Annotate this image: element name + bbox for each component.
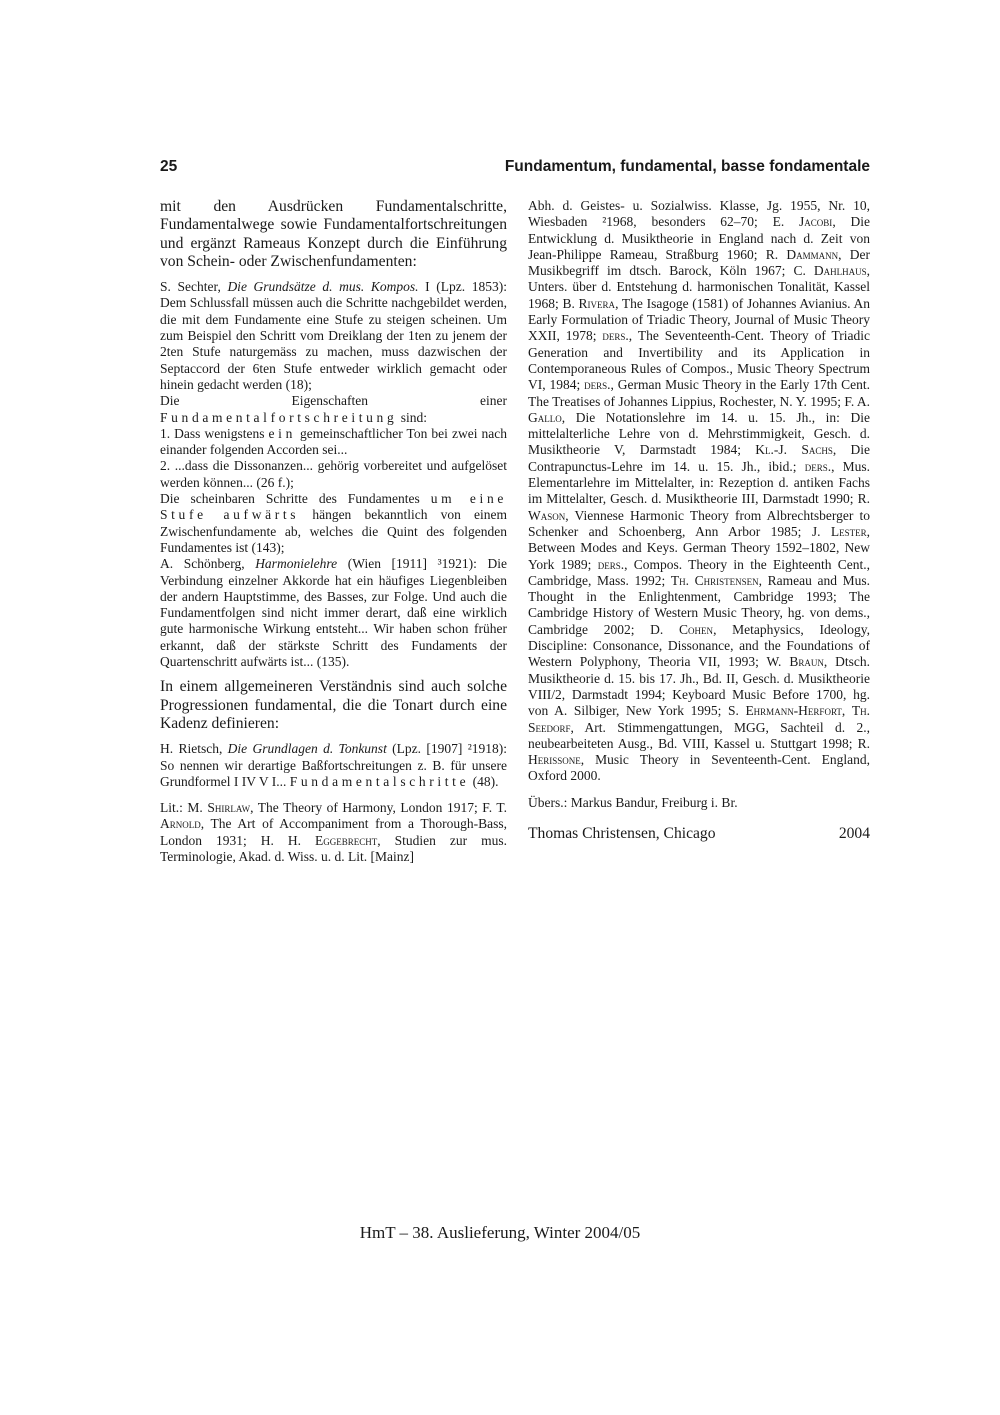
bib-author: Rivera bbox=[578, 295, 616, 311]
literature-section bbox=[160, 800, 507, 865]
bib-author: Dahlhaus bbox=[813, 263, 867, 279]
spaced-term: ein bbox=[268, 425, 296, 441]
bib-text: , Die Entwicklung d. Musiktheorie in England nach d. Zeit von Jean-Philippe Rameau, Straßburg 1960; R. bbox=[528, 214, 870, 262]
spaced-term: Fundamentalfortschreitung bbox=[160, 409, 398, 425]
lit-author: Arnold bbox=[160, 816, 201, 832]
citation-title: Harmonielehre bbox=[255, 556, 338, 572]
citation-title: Die Grundlagen d. Tonkunst bbox=[227, 741, 387, 757]
spaced-term: Fundamentalschritte bbox=[289, 773, 470, 789]
quotation-text: (Lpz. [1907] ²1918): So nennen wir derartige Baßfortschreitungen z. B. für unsere Grundformel I IV V I... bbox=[160, 741, 507, 789]
lit-text: , The Art of Accompaniment from a Thorough-Bass, London 1931; H. H. bbox=[160, 816, 507, 848]
lit-author: Shirlaw bbox=[207, 800, 251, 816]
page-number: 25 bbox=[160, 158, 178, 175]
quotation-text: I (Lpz. 1853): Dem Schlussfall müssen auch die Schritte nachgebildet werden, die mit dem Fundamente eine Stufe zu steigen scheinen. Um zum Beispiel den Schritt vom Dreiklang der 1ten zu jenem der 2ten Stufe naturgemäss zu machen, muss dazwischen der Septaccord der 6ten Stufe entweder wirklich gemacht oder hinein gedacht werden (18); bbox=[160, 279, 507, 392]
quotation-text: Die Eigenschaften einer bbox=[160, 393, 507, 409]
bib-text: , German Music Theory in the Early 17th Cent. The Treatises of Johannes Lippius, Rochester, N. Y. 1995; F. A. bbox=[528, 377, 871, 409]
quotation-text: hängen bekanntlich von einem Zwischenfundamente ab, welches die Quint des folgenden Fundamentes ist (143); bbox=[160, 507, 507, 555]
intro-paragraph: mit den Ausdrücken Fundamentalschritte, Fundamentalwege sowie Fundamentalfortschreitungen und ergänzt Rameaus Konzept durch die Einführung von Schein- oder Zwischenfundamenten: bbox=[160, 198, 507, 270]
sechter-quotation bbox=[160, 279, 507, 670]
bib-text: , Rameau and Mus. Thought in the Enlightenment, Cambridge 1993; The Cambridge History of Western Music Theory, hg. von dems., Cambridge 2002; D. bbox=[528, 572, 870, 637]
bib-author: Ehrmann-Herfort bbox=[745, 703, 842, 719]
lit-text: Lit.: M. bbox=[160, 800, 208, 816]
quotation-text: 2. ...dass die Dissonanzen... gehörig vorbereitet und aufgelöset werden können... (26 f.); bbox=[160, 458, 507, 490]
quotation-text: gemeinschaftlicher Ton bei zwei nach einander folgenden Accorden sei... bbox=[160, 425, 507, 458]
body-paragraph: In einem allgemeineren Verständnis sind auch solche Progressionen fundamental, die die Tonart durch eine Kadenz definieren: bbox=[160, 678, 507, 732]
footer: HmT – 38. Auslieferung, Winter 2004/05 bbox=[359, 1223, 641, 1242]
bib-author: Gallo bbox=[528, 409, 562, 425]
signature-author: Thomas Christensen, Chicago bbox=[528, 824, 716, 842]
running-title: Fundamentum, fundamental, basse fondamentale bbox=[504, 158, 870, 175]
bib-text: , The Isagoge (1581) of Johannes Avianius. An Early Formulation of Triadic Theory, Journal of Music Theory XXII, 1978; bbox=[528, 295, 870, 344]
citation-author: S. Sechter, bbox=[160, 279, 228, 295]
signature-year: 2004 bbox=[838, 824, 870, 842]
bib-text: , Dtsch. Musiktheorie d. 15. bis 17. Jh., Bd. II, Gesch. d. Musiktheorie VIII/2, Darmstadt 1994; Keyboard Music Before 1700, hg. von A. Silbiger, New York 1995; S. bbox=[528, 654, 870, 719]
lit-text: , The Theory of Harmony, London 1917; F. T. bbox=[250, 800, 507, 816]
translator-credit: Übers.: Markus Bandur, Freiburg i. Br. bbox=[528, 794, 738, 810]
quotation-text: sind: bbox=[397, 409, 427, 425]
bib-author: Dammann bbox=[786, 246, 839, 262]
bib-text: , bbox=[841, 703, 852, 719]
bib-author: Herissone bbox=[528, 752, 581, 768]
bibliography bbox=[528, 198, 870, 785]
bib-text: , The Seventeenth-Cent. Theory of Triadic Generation and Invertibility and its Application in Contemporaneous Rules of Compos., Music Theory Spectrum VI, 1984; bbox=[528, 328, 870, 393]
lit-author: Eggebrecht bbox=[315, 832, 378, 848]
bib-text: , Viennese Harmonic Theory from Albrechtsberger to Schenker and Schoenberg, Ann Arbor 1985; J. bbox=[528, 507, 870, 539]
bib-text: , Metaphysics, Ideology, Discipline: Consonance, Dissonance, and the Foundations of Western Polyphony, Theoria VII, 1993; W. bbox=[528, 621, 870, 670]
bib-author: ders. bbox=[597, 556, 625, 572]
bib-text: , Unters. über d. Entstehung d. harmonischen Tonalität, Kassel 1968; B. bbox=[528, 263, 870, 311]
left-column bbox=[160, 198, 507, 865]
quotation-text: Die scheinbaren Schritte des Fundamentes bbox=[160, 491, 431, 507]
lit-text: , Studien zur mus. Terminologie, Akad. d. Wiss. u. d. Lit. [Mainz] bbox=[160, 832, 507, 864]
spaced-term: um eine Stufe aufwärts bbox=[160, 491, 507, 523]
bib-author: Cohen bbox=[679, 621, 714, 637]
bib-text: Abh. d. Geistes- u. Sozialwiss. Klasse, Jg. 1955, Nr. 10, Wiesbaden ²1968, besonders 62–70; E. bbox=[528, 198, 870, 230]
bib-text: , Compos. Theory in the Eighteenth Cent., Cambridge, Mass. 1992; bbox=[528, 556, 870, 588]
citation-author: H. Rietsch, bbox=[160, 741, 228, 757]
citation-title: Die Grundsätze d. mus. Kompos. bbox=[227, 279, 419, 295]
bib-text: , Music Theory in Seventeenth-Cent. England, Oxford 2000. bbox=[528, 752, 870, 784]
bib-author: Braun bbox=[789, 654, 824, 670]
bib-text: , Mus. Elementarlehre im Mittelalter, in: Rezeption d. antiken Fachs im Mittelalter, Gesch. d. Musiktheorie III, Darmstadt 1990; R. bbox=[528, 458, 870, 507]
quotation-text: (48). bbox=[469, 773, 499, 789]
bib-author: Lester bbox=[830, 523, 867, 539]
right-column bbox=[528, 198, 870, 843]
bib-author: ders. bbox=[602, 328, 629, 344]
author-signature bbox=[528, 825, 870, 843]
bib-author: ders. bbox=[804, 458, 832, 474]
bib-author: Th. Seedorf bbox=[528, 703, 871, 735]
bib-author: Wason bbox=[528, 507, 566, 523]
bib-author: Jacobi bbox=[799, 214, 833, 230]
bib-text: , Die Notationslehre im 14. u. 15. Jh., in: Die mittelalterliche Lehre von d. Mehrstimmigkeit, Gesch. d. Musiktheorie V, Darmstadt 1984; bbox=[528, 409, 870, 458]
quotation-text: (Wien [1911] ³1921): Die Verbindung einzelner Akkorde hat ein häufiges Liegenbleiben der andern Hauptstimme, des Basses, zur Folge. Und auch die Fundamentfolgen sind nicht immer derart, daß eine wirklich gute harmonische Wirkung entsteht... Wir haben schon früher erkannt, daß der stärkste Schritt des Fundaments der Quartenschritt aufwärts ist... (135). bbox=[160, 556, 508, 670]
bib-text: , Between Modes and Keys. German Theory 1592–1802, New York 1989; bbox=[528, 523, 870, 572]
bib-text: , Der Musikbegriff im dtsch. Barock, Köln 1967; C. bbox=[528, 246, 870, 279]
bib-author: Kl.-J. Sachs bbox=[755, 442, 833, 458]
rietsch-quotation bbox=[160, 741, 507, 790]
bib-author: ders. bbox=[584, 377, 611, 393]
bib-text: , Die Contrapunctus-Lehre im 14. u. 15. Jh., ibid.; bbox=[528, 442, 870, 474]
bib-text: , Art. Stimmengattungen, MGG, Sachteil d. 2., neubearbeiteten Ausg., Bd. VIII, Kassel u. Stuttgart 1998; R. bbox=[528, 719, 870, 751]
quotation-text: 1. Dass wenigstens bbox=[160, 425, 269, 441]
citation-author: A. Schönberg, bbox=[160, 556, 256, 572]
bib-author: Th. Christensen bbox=[670, 572, 759, 588]
